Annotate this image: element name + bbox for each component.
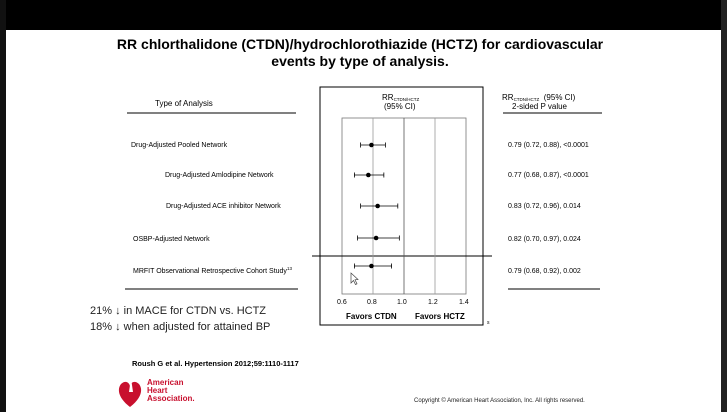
- row-label: Drug-Adjusted Amlodipine Network: [165, 172, 274, 179]
- note-line-2: 18% ↓ when adjusted for attained BP: [90, 321, 271, 333]
- title-line-2: events by type of analysis.: [271, 53, 449, 69]
- right-rr-subscript: CTDN/HCTZ: [513, 97, 540, 102]
- reference-citation: Roush G et al. Hypertension 2012;59:1110-1117: [132, 359, 299, 368]
- rr-column-header: [382, 93, 419, 102]
- row-label: [133, 266, 292, 275]
- row-label: OSBP-Adjusted Network: [133, 236, 210, 243]
- row-value: 0.83 (0.72, 0.96), 0.014: [508, 203, 581, 210]
- x-tick-label: 0.6: [337, 299, 347, 306]
- favors-hctz-label: Favors HCTZ: [415, 312, 465, 321]
- favors-ctdn-label: Favors CTDN: [346, 312, 397, 321]
- right-rr-header: [502, 93, 575, 102]
- logo-line-3: Association.: [147, 394, 195, 403]
- stray-s-mark: s: [487, 320, 490, 326]
- ci-column-header: (95% CI): [384, 102, 416, 111]
- right-rr-main: RR: [502, 93, 514, 102]
- rr-header-main: RR: [382, 93, 394, 102]
- title-line-1: RR chlorthalidone (CTDN)/hydrochlorothiazide (HCTZ) for cardiovascular: [116, 36, 604, 52]
- row-value: 0.82 (0.70, 0.97), 0.024: [508, 236, 581, 243]
- plot-outer-box: [320, 87, 483, 325]
- point-estimate: [369, 143, 374, 148]
- point-estimate: [374, 236, 379, 241]
- note-line-1: 21% ↓ in MACE for CTDN vs. HCTZ: [90, 305, 267, 317]
- mouse-cursor-icon: [351, 273, 358, 285]
- x-tick-label: 0.8: [367, 299, 377, 306]
- logo-line-2: Heart: [147, 386, 168, 395]
- copyright-text: Copyright © American Heart Association, Inc. All rights reserved.: [414, 398, 585, 404]
- x-tick-label: 1.0: [397, 299, 407, 306]
- row-value: 0.77 (0.68, 0.87), <0.0001: [508, 172, 589, 179]
- point-estimate: [369, 264, 374, 269]
- row-label: Drug-Adjusted ACE inhibitor Network: [166, 203, 281, 210]
- row-value: 0.79 (0.72, 0.88), <0.0001: [508, 142, 589, 149]
- right-ci: (95% CI): [543, 93, 576, 102]
- x-tick-label: 1.2: [428, 299, 438, 306]
- type-of-analysis-header: Type of Analysis: [155, 99, 213, 108]
- x-tick-label: 1.4: [459, 299, 469, 306]
- point-estimate: [375, 204, 380, 209]
- row-label-text: MRFIT Observational Retrospective Cohort Study: [133, 268, 287, 275]
- rr-header-subscript: CTDN/HCTZ: [393, 97, 420, 102]
- point-estimate: [366, 173, 371, 178]
- row-label-superscript: 13: [286, 266, 292, 271]
- p-value-header: 2-sided P value: [512, 102, 567, 111]
- row-value: 0.79 (0.68, 0.92), 0.002: [508, 268, 581, 275]
- row-label: Drug-Adjusted Pooled Network: [131, 142, 228, 149]
- logo-line-1: American: [147, 378, 184, 387]
